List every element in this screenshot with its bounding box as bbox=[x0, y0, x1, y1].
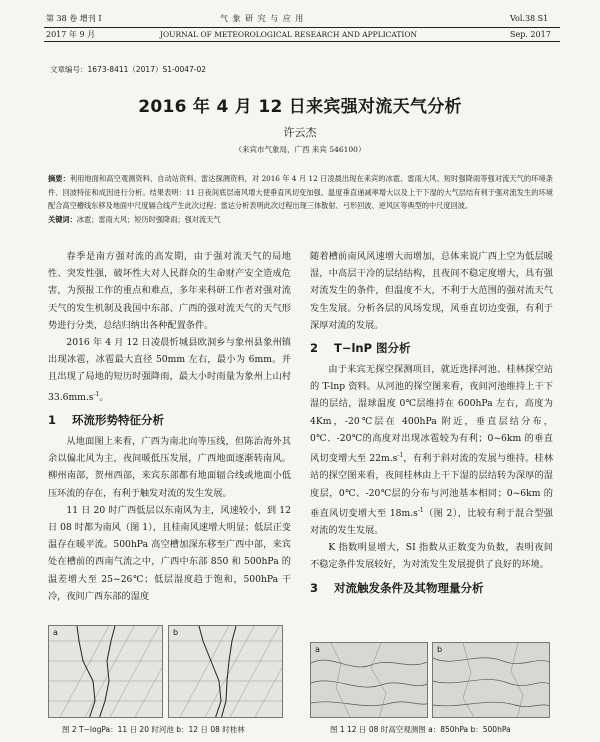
abstract-label: 摘要： bbox=[48, 174, 70, 183]
fig1-panel-a-label: a bbox=[315, 645, 320, 654]
section-2-paragraph-2: K 指数明显增大，SI 指数从正数变为负数，表明夜间不稳定条件发展较好，为对流发生发展提供了良好的环境。 bbox=[310, 542, 553, 571]
affiliation: （来宾市气象局，广西 来宾 546100） bbox=[234, 145, 366, 154]
section-3-heading: 3 对流触发条件及其物理量分析 bbox=[310, 580, 484, 595]
article-number: 文章编号：1673-8411（2017）S1-0047-02 bbox=[50, 65, 207, 74]
figure-1a-map bbox=[310, 642, 428, 718]
volume-code: Vol.38 S1 bbox=[510, 14, 549, 23]
intro-paragraph-2: 2016 年 4 月 12 日凌晨忻城县欧洞乡与象州县象州镇出现冰雹，冰雹最大直径 50mm 左右，最小为 6mm。并且出现了局地的短历时强降雨，最大小时雨量为象州上山村 $33.6mm.s^{-1}$。 bbox=[48, 337, 291, 403]
author: 许云杰 bbox=[283, 126, 317, 139]
journal-title-en: JOURNAL OF METEOROLOGICAL RESEARCH AND APPLICATION bbox=[160, 30, 418, 39]
figure-2b-skewt bbox=[168, 625, 283, 718]
header-rule bbox=[44, 27, 560, 28]
section-2-heading: 2 T−lnP 图分析 bbox=[310, 341, 411, 356]
figure-2a-skewt bbox=[48, 625, 163, 718]
fig2-panel-b-label: b bbox=[173, 628, 179, 637]
section-1-paragraph-2: 11 日 20 时广西低层以东南风为主，风速较小，到 12 日 08 时都为南风（图 1），且桂南风速增大明显；低层正变温存在暖平流。500hPa 高空槽加深东移至广西中部，来宾处在槽前的西南气流之中，广西中东部 850 和 500hPa 的温差增大至 25~26℃；低层湿度趋于饱和，500hPa 干冷，夜间广西东部的湿度 bbox=[48, 504, 291, 602]
keywords bbox=[48, 213, 553, 227]
skewt-diagram-b bbox=[169, 626, 283, 718]
weather-map-a bbox=[311, 643, 428, 718]
skewt-diagram-a bbox=[49, 626, 163, 718]
journal-title-cn: 气 象 研 究 与 应 用 bbox=[220, 14, 305, 23]
section-2-paragraph-1: 由于来宾无探空探测项目，就近选择河池、桂林探空站的 T-lnp 资料。从河池的探空图来看，夜间河池维持上干下湿的层结，湿球温度 0℃层维持在 600hPa 左右，高度为 4Km，-20℃层在 400hPa 附近，垂直层结分布，0℃、-20℃的高度对出现冰雹较为有利；0~6km 的垂直风切变增大至 $22m.s^{-1}$，有利于斜对流的发展与维持。桂林站的探空图来看，夜间桂林由上干下湿的层结转为深厚的湿度层，0℃、-20℃层的分布与河池基本相同；0~6km 的垂直风切变增大至 $18m.s^{-1}$（图 2），比较有利于混合型强对流的发生发展。 bbox=[310, 364, 554, 536]
header-rule-2 bbox=[44, 41, 560, 42]
weather-map-b bbox=[433, 643, 550, 718]
figure-2-caption: 图 2 T−logPa：11 日 20 时河池 b：12 日 08 时桂林 bbox=[62, 725, 245, 734]
section-1-heading: 1 环流形势特征分析 bbox=[48, 412, 164, 427]
figure-1b-map bbox=[432, 642, 550, 718]
left-column bbox=[48, 248, 291, 605]
fig2-panel-a-label: a bbox=[53, 628, 58, 637]
issue-date-cn: 2017 年 9 月 bbox=[46, 30, 96, 39]
continued-paragraph: 随着槽前南风风速增大而增加，总体来说广西上空为低层暖湿，中高层干冷的层结结构，且夜间不稳定度增大，具有强对流发生的条件，但温度不大，不利于大范围的强对流天气发生发展。分析各层的风场发现，风垂直切边变强，有利于深厚对流的发展。 bbox=[310, 251, 553, 331]
fig1-panel-b-label: b bbox=[437, 645, 443, 654]
volume-issue: 第 38 卷 增刊 Ⅰ bbox=[46, 14, 102, 23]
intro-paragraph-1: 春季是南方强对流的高发期，由于强对流天气的局地性、突发性强，破坏性大对人民群众的生命财产安全造成危害，为预报工作的重点和难点，多年来科研工作者对强对流天气的发生机制及我国中东部、广西的强对流天气的天气形势进行分类，总结归纳出各种配置条件。 bbox=[48, 251, 291, 331]
figure-1-caption: 图 1 12 日 08 时高空观测图 a：850hPa b：500hPa bbox=[330, 725, 511, 734]
keywords-label: 关键词： bbox=[48, 214, 77, 224]
abstract-text: 利用地面和高空观测资料、自动站资料、雷达探测资料，对 2016 年 4 月 12 日凌晨出现在来宾的冰雹、雷雨大风、短时强降雨等强对流天气的环境条件、回波特征和成因进行分析。结果表明：11 日夜间底层南风增大使垂直风切变加强、温度垂直递减率增大以及上干下湿的大气层结有利于强对流发生的环境配合高空槽线东移及地面中尺度辐合线产生此次过程；雷达分析表明此次过程出现三体散射、弓形回波、逆风区等典型的中尺度回波。 bbox=[48, 174, 553, 210]
issue-date-en: Sep. 2017 bbox=[510, 30, 551, 39]
section-1-paragraph-1: 从地面图上来看，广西为南北向等压线，但陈治海外其余以偏北风为主，夜间暖低压发展，广西地面逐渐转南风。柳州南部，贺州西部，来宾东部都有地面辐合线或地面小低压环流的存在，有利于触发对流的发生发展。 bbox=[48, 435, 291, 499]
abstract bbox=[48, 172, 553, 226]
keywords-text: 冰雹；雷雨大风；短历时强降雨；强对流天气 bbox=[76, 214, 221, 224]
right-column bbox=[310, 248, 553, 601]
article-title: 2016 年 4 月 12 日来宾强对流天气分析 bbox=[138, 97, 462, 117]
